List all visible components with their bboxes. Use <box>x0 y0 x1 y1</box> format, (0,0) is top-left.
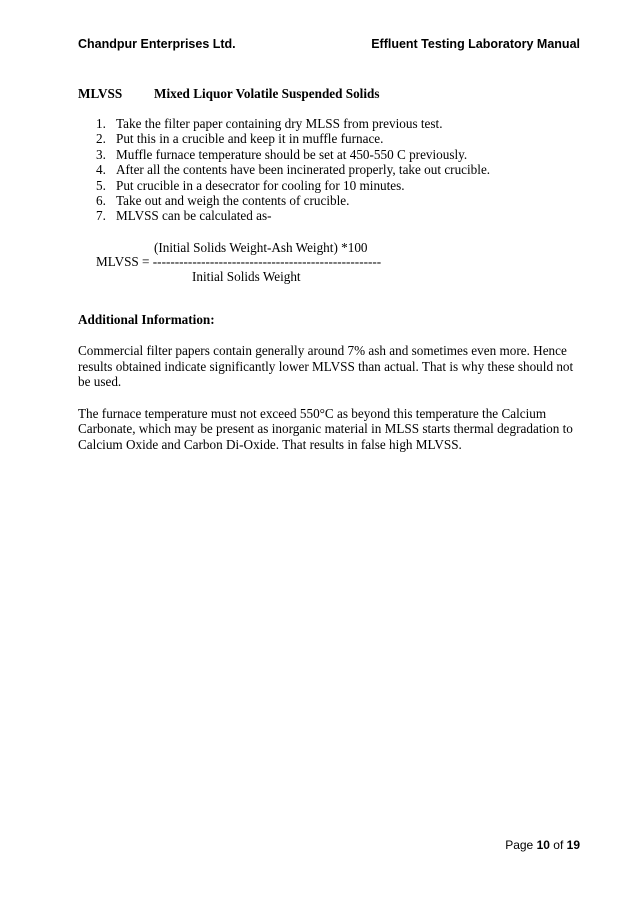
section-title <box>78 86 583 102</box>
procedure-steps <box>78 116 583 224</box>
list-item <box>78 193 583 208</box>
list-item <box>78 208 583 223</box>
list-item <box>78 147 583 162</box>
of-word: of <box>553 838 564 852</box>
page-number: 10 <box>536 838 550 852</box>
step-number: 7. <box>96 208 106 224</box>
page-word: Page <box>505 838 534 852</box>
list-item <box>78 131 583 146</box>
formula-denominator: Initial Solids Weight <box>192 268 301 284</box>
paragraph-ash: Commercial filter papers contain generally around 7% ash and sometimes even more. Hence results obtained indicate significantly lower MLVSS than actual. That is why these should not be used. <box>78 343 574 390</box>
manual-title: Effluent Testing Laboratory Manual <box>371 37 580 51</box>
step-number: 3. <box>96 146 106 162</box>
page-footer <box>505 838 580 852</box>
formula-numerator: (Initial Solids Weight-Ash Weight) *100 <box>154 239 368 255</box>
step-number: 2. <box>96 131 106 147</box>
section-full-name: Mixed Liquor Volatile Suspended Solids <box>154 86 380 101</box>
step-number: 5. <box>96 177 106 193</box>
page-total: 19 <box>566 838 580 852</box>
section-abbr: MLVSS <box>78 86 123 101</box>
step-number: 6. <box>96 192 106 208</box>
step-text: Put this in a crucible and keep it in muffle furnace. <box>116 131 384 147</box>
step-number: 1. <box>96 116 106 131</box>
company-name: Chandpur Enterprises Ltd. <box>78 37 236 51</box>
step-text: MLVSS can be calculated as- <box>116 208 272 224</box>
step-text: Take the filter paper containing dry MLSS from previous test. <box>116 116 443 131</box>
step-number: 4. <box>96 162 106 178</box>
mlvss-formula <box>78 240 583 286</box>
list-item <box>78 178 583 193</box>
formula-lhs: MLVSS = ---------------------------------------------------- <box>96 253 382 269</box>
step-text: Muffle furnace temperature should be set at 450-550 C previously. <box>116 146 468 162</box>
page-header <box>78 37 580 57</box>
step-text: Put crucible in a desecrator for cooling for 10 minutes. <box>116 177 405 193</box>
step-text: Take out and weigh the contents of crucible. <box>116 192 350 208</box>
list-item <box>78 116 583 131</box>
page-content <box>78 86 583 452</box>
paragraph-temperature: The furnace temperature must not exceed 550°C as beyond this temperature the Calcium Carbonate, which may be present as inorganic material in MLSS starts thermal degradation to Calcium Oxide and Carbon Di-Oxide. That results in false high MLVSS. <box>78 405 573 452</box>
list-item <box>78 162 583 177</box>
step-text: After all the contents have been incinerated properly, take out crucible. <box>116 162 491 178</box>
additional-info-heading: Additional Information: <box>78 311 215 327</box>
